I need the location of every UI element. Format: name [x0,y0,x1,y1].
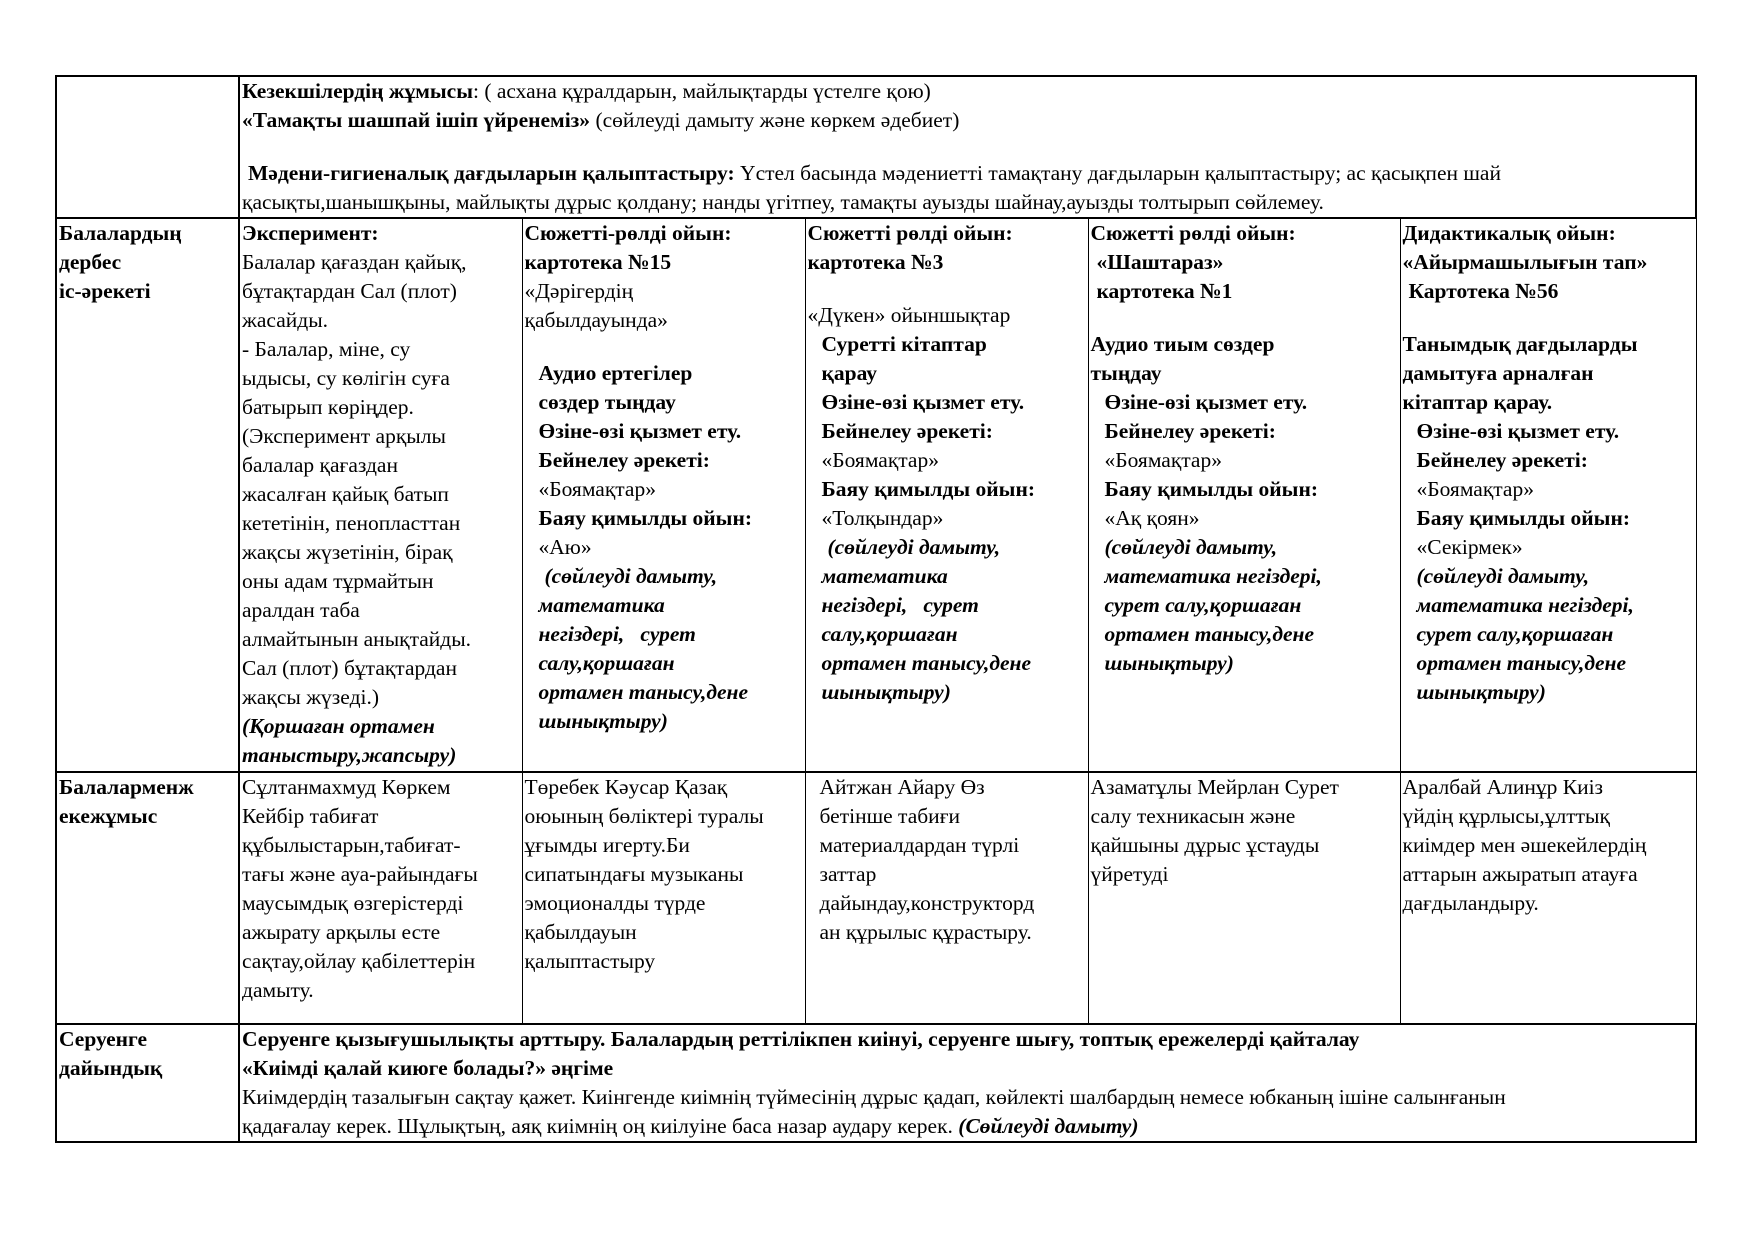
hygiene-text-1: Үстел басында мәдениетті тамақтану дағдыларын қалыптастыру; ас қасықпен шай [734,161,1501,185]
slow-game-value: «Толқындар» [821,506,944,530]
walk-line-4-text: қадағалау керек. Шұлықтың, аяқ киімнің оң киілуіне баса назар аудару керек. [242,1114,959,1138]
text-line: үйдің құрлысы,ұлттық [1402,804,1610,828]
hygiene-label: Мәдени-гигиеналық дағдыларын қалыптастыру: [248,161,735,185]
row-duty-label-cell [56,76,239,218]
text-line: сақтау,ойлау қабілеттерін [242,949,476,973]
text-line: ұғымды игерту.Би [524,833,690,857]
italic-line: сурет салу,қоршаған [1104,593,1302,617]
book-line: дамытуға арналған [1402,361,1594,385]
hygiene-line-1 [242,159,1695,188]
text-line: - Балалар, міне, су [242,337,411,361]
text-line: жасалған қайық батып [242,482,449,506]
text-line: қалыптастыру [524,949,656,973]
art-value: «Бояма​қтар» [1104,448,1222,472]
text-line: заттар [819,862,877,886]
game-line: «Дәрігердің [524,279,634,303]
audio-line: Аудио тиым сөздер [1090,332,1275,356]
label-line: Балалармен​ж [59,775,194,799]
text-line: жақсы жүзеді.) [242,685,380,709]
italic-line: (сөйлеуді дамыту, [1104,535,1278,559]
audio-line: Аудио ертегілер [538,361,693,385]
text-line: бұтақтардан Сал (плот) [242,279,457,303]
self-service: Өзіне-өзі қызмет ету. [821,390,1025,414]
row-individual [56,772,1696,1024]
title-line: Дидактикалық ойын: [1402,221,1616,245]
walk-line-2: «Киімді қалай киюге болады?» әңгіме [242,1056,614,1080]
text-line: оюының бөліктері туралы [524,804,764,828]
plan-table [55,75,1697,1143]
individual-col-5 [1400,772,1696,1024]
text-line: Аралбай Алинұр Киіз [1402,775,1604,799]
independent-col-3 [805,218,1088,772]
text-line: Азаматұлы Мейрлан Сурет [1090,775,1339,799]
italic-line: (сөйлеуді дамыту, [827,535,1001,559]
text-line: аттарын ажыратып атауға [1402,862,1638,886]
italic-line: (Қоршаған ортамен [242,714,435,738]
row-individual-label [56,772,239,1024]
eat-note: (сөйлеуді дамыту және көркем әдебиет) [590,108,960,132]
duty-label: Кезекшілердің жұмысы [242,79,473,103]
italic-line: математика [538,593,665,617]
text-line: киімдер мен әшекейлердің [1402,833,1647,857]
activity-block [1091,388,1400,678]
title-line: Сюжетті рөлді ойын: [1090,221,1296,245]
text-line: эмоционалды түрде [524,891,706,915]
italic-line: шынықтыру) [1416,680,1546,704]
italic-line: сурет салу,қоршаған [1416,622,1614,646]
text-line: үйретуді [1090,862,1169,886]
label-line: дербес [59,250,122,274]
row-walk [56,1024,1696,1142]
text-line: құбылыстарын,табиғат- [242,833,461,857]
text-line: Сұлтанмахмуд Көркем [242,775,451,799]
slow-game-label: Баяу қимылды ойын: [538,506,752,530]
italic-line: ортамен танысу,дене [1416,651,1627,675]
self-service: Өзіне-өзі қызмет ету. [1104,390,1308,414]
text-line: қабылдауын [524,920,637,944]
text-line: аралдан таба [242,598,360,622]
individual-col-2 [522,772,805,1024]
title-line: Сюжетті-рөлді ойын: [524,221,732,245]
slow-game-label: Баяу қимылды ойын: [1416,506,1630,530]
text-line: (Эксперимент арқылы [242,424,446,448]
text-line: салу техникасын және [1090,804,1296,828]
text-line: жасайды. [242,308,329,332]
audio-line: сөздер тыңдау [538,390,676,414]
label-line: Серуенге [59,1027,148,1051]
text-line: Төребек Кәусар Қазақ [524,775,728,799]
italic-line: салу,қоршаған [821,622,958,646]
independent-col-5 [1400,218,1696,772]
row-walk-content [239,1024,1696,1142]
slow-game-value: «Секірмек» [1416,535,1523,559]
audio-line: тыңдау [1090,361,1162,385]
spacer [1403,306,1696,330]
italic-line: шынықтыру) [821,680,951,704]
book-line: Танымдық дағдыларды [1402,332,1638,356]
duty-line [242,77,1695,106]
label-line: дайындық [59,1056,163,1080]
italic-line: (сөйлеуді дамыту, [544,564,718,588]
self-service: Өзіне-өзі қызмет ету. [538,419,742,443]
text-line: маусымдық өзгерістерді [242,891,464,915]
activity-block [525,359,805,736]
independent-col-4 [1088,218,1400,772]
row-duty-content [239,76,1696,218]
italic-line: салу,қоршаған [538,651,675,675]
individual-col-1 [239,772,522,1024]
italic-line: ортамен танысу,дене [1104,622,1315,646]
slow-game-label: Баяу қимылды ойын: [821,477,1035,501]
art-label: Бейнелеу әрекеті: [538,448,710,472]
eat-title: «Тамақты шашпай ішіп үйренеміз» [242,108,591,132]
text-line: Айтжан Айару Өз [819,775,985,799]
experiment-title: Эксперимент: [242,221,379,245]
title-line: «Айырмашылығын тап» [1402,250,1648,274]
text-line: дағдыландыру. [1402,891,1539,915]
activity-block [1403,417,1696,707]
title-line: картотека №1 [1096,279,1233,303]
text-line: балалар қағаздан [242,453,398,477]
title-line: «Шаштараз» [1096,250,1224,274]
text-line: дайындау,конструкторд [819,891,1035,915]
text-line: жақсы жүзетінін, бірақ [242,540,453,564]
text-line: бетінше табиғи [819,804,961,828]
italic-line: негіздері, сурет [538,622,696,646]
activity-block [808,330,1088,707]
spacer [242,135,1695,159]
row-independent-label [56,218,239,772]
book-line: қарау [821,361,878,385]
text-line: Балалар қағаздан қайық, [242,250,467,274]
art-value: «Бояма​қтар» [538,477,656,501]
art-value: «Бояма​қтар» [1416,477,1534,501]
text-line: ан құрылыс құрастыру. [819,920,1032,944]
text-line: батырып көріңдер. [242,395,414,419]
walk-line-3: Киімдердің тазалығын сақтау қажет. Киінгенде киімнің түймесінің дұрыс қадап, көйлекті шалбардың немесе юбканың ішіне салынғанын [242,1085,1506,1109]
art-label: Бейнелеу әрекеті: [1104,419,1276,443]
walk-line-4-italic: (Сөйлеуді дамыту) [958,1114,1139,1138]
text-line: сипатындағы музыканы [524,862,744,886]
walk-line-4 [242,1112,1695,1141]
independent-col-2 [522,218,805,772]
title-line: картотека №15 [524,250,672,274]
italic-line: математика негіздері, [1416,593,1634,617]
italic-line: математика [821,564,948,588]
game-line: «Дүкен» ойыншықтар [807,303,1011,327]
art-label: Бейнелеу әрекеті: [1416,448,1588,472]
text-line: Сал (плот) бұтақтардан [242,656,457,680]
hygiene-line-2: қасықты,шанышқыны, майлықты дұрыс қолдану; нанды үгітпеу, тамақты ауызды шайнау,ауызды толтырып сөйлемеу. [242,190,1324,214]
row-duty [56,76,1696,218]
text-line: оны адам тұрмайтын [242,569,434,593]
italic-line: негіздері, сурет [821,593,979,617]
italic-line: шынықтыру) [1104,651,1234,675]
slow-game-value: «Аю» [538,535,592,559]
title-line: картотека №3 [807,250,944,274]
title-line: Сюжетті рөлді ойын: [807,221,1013,245]
book-line: Суретті кітаптар [821,332,987,356]
independent-col-1 [239,218,522,772]
text-line: тағы және ауа-райындағы [242,862,478,886]
text-line: ажырату арқылы есте [242,920,441,944]
text-line: материалдардан түрлі [819,833,1020,857]
spacer [1091,306,1400,330]
game-line: қабылдауында» [524,308,668,332]
text-line: дамыту. [242,978,314,1002]
italic-line: таныстыру,жапсыру) [242,743,457,767]
book-line: кітаптар қарау. [1402,390,1553,414]
art-value: «Бояма​қтар» [821,448,939,472]
title-line: Картотека №56 [1408,279,1559,303]
self-service: Өзіне-өзі қызмет ету. [1416,419,1620,443]
row-walk-label [56,1024,239,1142]
text-line: қайшыны дұрыс ұстауды [1090,833,1320,857]
label-line: екежұмыс [59,804,158,828]
italic-line: ортамен танысу,дене [821,651,1032,675]
text-line: алмайтынын анықтайды. [242,627,472,651]
spacer [525,335,805,359]
label-line: іс-әрекеті [59,279,151,303]
slow-game-label: Баяу қимылды ойын: [1104,477,1318,501]
art-label: Бейнелеу әрекеті: [821,419,993,443]
italic-line: шынықтыру) [538,709,668,733]
text-line: Кейбір табиғат [242,804,379,828]
eat-line [242,106,1695,135]
individual-col-4 [1088,772,1400,1024]
italic-line: ортамен танысу,дене [538,680,749,704]
slow-game-value: «Ақ қоян» [1104,506,1200,530]
walk-line-1: Серуенге қызығушылықты арттыру. Балалардың реттілікпен киінуі, серуенге шығу, топтық ережелерді қайталау [242,1027,1360,1051]
italic-line: математика негіздері, [1104,564,1322,588]
individual-col-3 [805,772,1088,1024]
text-line: кететінін, пенопласттан [242,511,461,535]
spacer [808,277,1088,301]
text-line: ыдысы, су көлігін суға [242,366,450,390]
duty-text: : ( асхана құралдарын, майлықтарды үстелге қою) [473,79,931,103]
italic-line: (сөйлеуді дамыту, [1416,564,1590,588]
row-independent [56,218,1696,772]
label-line: Балалардың [59,221,182,245]
